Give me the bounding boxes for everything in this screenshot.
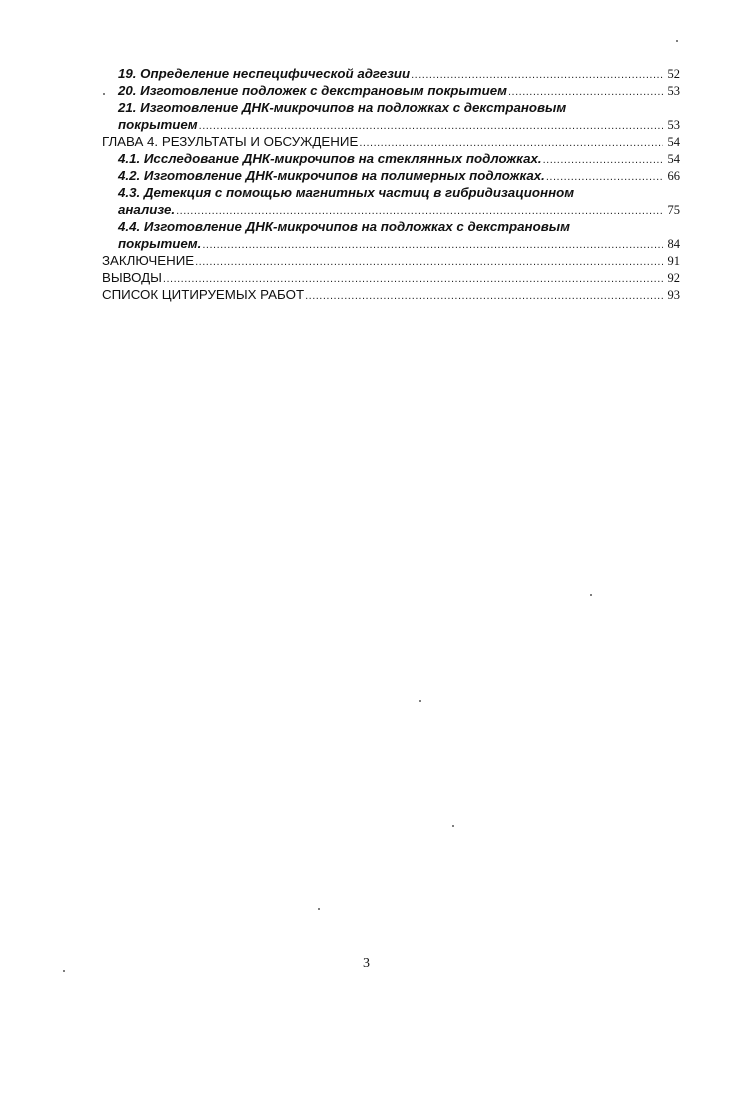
toc-chapter-entry	[102, 252, 680, 269]
toc-entry-title: 21. Изготовление ДНК-микрочипов на подложках с декстрановым	[118, 100, 567, 115]
page-number: 3	[363, 956, 370, 971]
toc-entry-title: 19. Определение неспецифической адгезии	[118, 66, 411, 81]
toc-leader-dots	[305, 288, 663, 305]
toc-entry-page: 53	[667, 118, 680, 132]
toc-entry	[102, 218, 680, 235]
toc-entry	[102, 150, 680, 167]
toc-entry	[102, 65, 680, 82]
toc-entry-page: 54	[667, 135, 680, 149]
toc-entry-continuation	[102, 116, 680, 133]
toc-entry	[102, 99, 680, 116]
toc-entry-title: ЗАКЛЮЧЕНИЕ	[102, 253, 195, 268]
scan-speck	[590, 594, 592, 596]
toc-entry-title: 4.1. Исследование ДНК-микрочипов на стеклянных подложках.	[118, 151, 542, 166]
toc-entry-continuation	[102, 201, 680, 218]
toc-entry-title: ГЛАВА 4. РЕЗУЛЬТАТЫ И ОБСУЖДЕНИЕ	[102, 134, 359, 149]
toc-entry-title: анализе.	[118, 202, 176, 217]
toc-entry-page: 54	[667, 152, 680, 166]
table-of-contents	[102, 65, 680, 303]
toc-leader-dots	[543, 152, 663, 169]
toc-entry-page: 92	[667, 271, 680, 285]
toc-chapter-entry	[102, 269, 680, 286]
toc-entry-title: 20. Изготовление подложек с декстрановым покрытием	[118, 83, 507, 98]
toc-entry-title: 4.3. Детекция с помощью магнитных частиц в гибридизационном	[118, 185, 575, 200]
toc-entry-page: 93	[667, 288, 680, 302]
scan-speck	[63, 970, 65, 972]
toc-entry-title: покрытием	[118, 117, 198, 132]
scan-speck	[452, 825, 454, 827]
scan-speck	[318, 908, 320, 910]
toc-leader-dots	[195, 254, 663, 271]
toc-entry-page: 84	[667, 237, 680, 251]
scan-speck	[103, 93, 105, 95]
toc-entry-page: 52	[667, 67, 680, 81]
toc-entry	[102, 167, 680, 184]
toc-entry-title: 4.2. Изготовление ДНК-микрочипов на полимерных подложках.	[118, 168, 545, 183]
toc-chapter-entry	[102, 133, 680, 150]
scan-speck	[419, 700, 421, 702]
toc-entry-page: 91	[667, 254, 680, 268]
toc-entry	[102, 82, 680, 99]
toc-entry-page: 53	[667, 84, 680, 98]
toc-entry-page: 66	[667, 169, 680, 183]
toc-entry-page: 75	[667, 203, 680, 217]
toc-leader-dots	[202, 237, 663, 254]
toc-chapter-entry	[102, 286, 680, 303]
scan-speck	[676, 40, 678, 42]
toc-entry	[102, 184, 680, 201]
toc-entry-continuation	[102, 235, 680, 252]
toc-entry-title: покрытием.	[118, 236, 202, 251]
toc-entry-title: 4.4. Изготовление ДНК-микрочипов на подложках с декстрановым	[118, 219, 570, 234]
toc-entry-title: ВЫВОДЫ	[102, 270, 162, 285]
toc-entry-title: СПИСОК ЦИТИРУЕМЫХ РАБОТ	[102, 287, 305, 302]
